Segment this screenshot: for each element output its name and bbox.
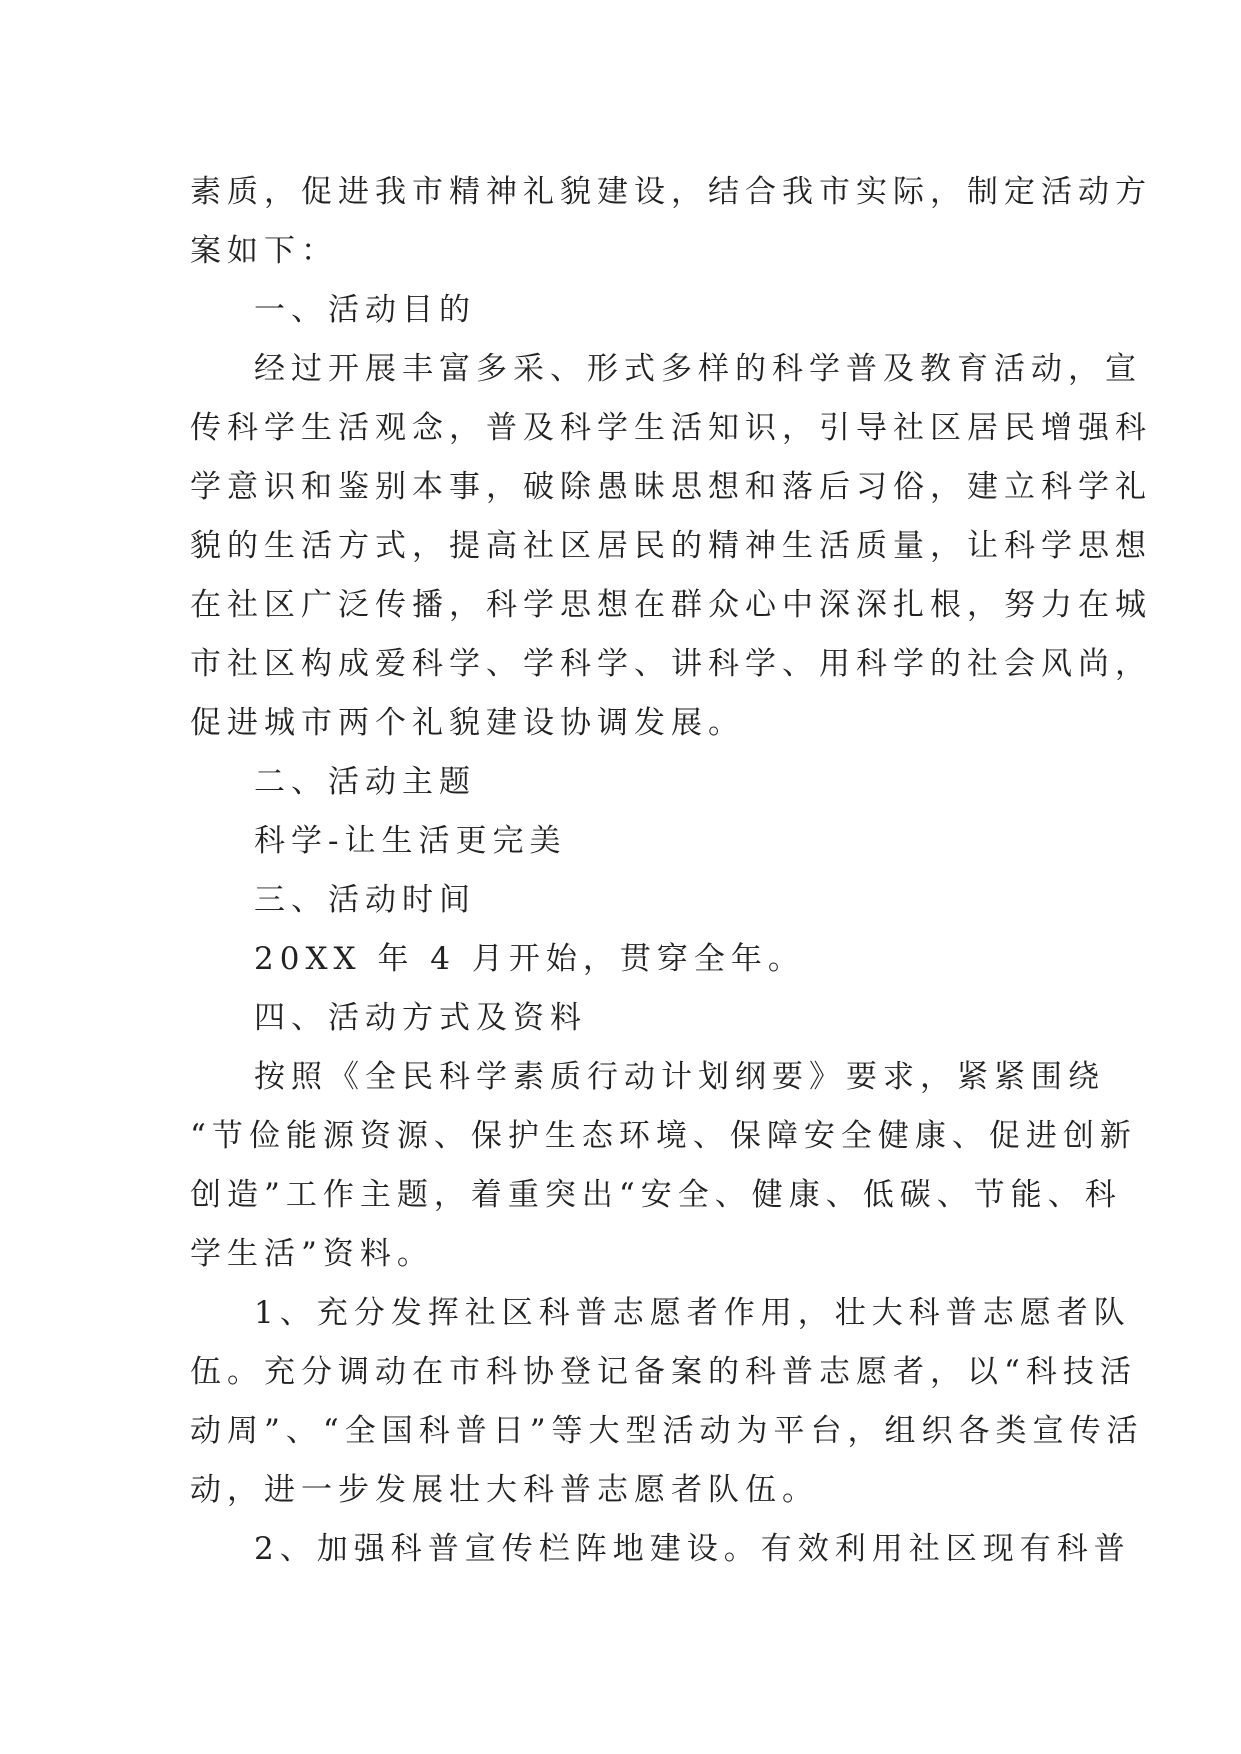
text-line: 经过开展丰富多采、形式多样的科学普及教育活动，宣	[254, 351, 1142, 387]
text-line: 科学-让生活更完美	[254, 823, 567, 859]
text-line: 二、活动主题	[254, 764, 476, 800]
text-line: 素质，促进我市精神礼貌建设，结合我市实际，制定活动方	[190, 174, 1152, 210]
text-line: 一、活动目的	[254, 292, 476, 328]
text-line: 伍。充分调动在市科协登记备案的科普志愿者，以“科技活	[190, 1354, 1137, 1390]
text-line: 动，进一步发展壮大科普志愿者队伍。	[190, 1472, 819, 1508]
text-line: 按照《全民科学素质行动计划纲要》要求，紧紧围绕	[254, 1059, 1105, 1095]
text-line: 1、充分发挥社区科普志愿者作用，壮大科普志愿者队	[254, 1295, 1131, 1331]
text-line: 创造”工作主题，着重突出“安全、健康、低碳、节能、科	[190, 1177, 1122, 1213]
text-line: 市社区构成爱科学、学科学、讲科学、用科学的社会风尚，	[190, 646, 1152, 682]
text-line: “节俭能源资源、保护生态环境、保障安全健康、促进创新	[190, 1118, 1137, 1154]
text-line: 传科学生活观念，普及科学生活知识，引导社区居民增强科	[190, 410, 1152, 446]
text-line: 学意识和鉴别本事，破除愚昧思想和落后习俗，建立科学礼	[190, 469, 1152, 505]
text-line: 2、加强科普宣传栏阵地建设。有效利用社区现有科普	[254, 1531, 1131, 1567]
text-line: 三、活动时间	[254, 882, 476, 918]
text-line: 貌的生活方式，提高社区居民的精神生活质量，让科学思想	[190, 528, 1152, 564]
text-line: 促进城市两个礼貌建设协调发展。	[190, 705, 745, 741]
text-line: 四、活动方式及资料	[254, 1000, 587, 1036]
text-line: 动周”、“全国科普日”等大型活动为平台，组织各类宣传活	[190, 1413, 1144, 1449]
text-line: 学生活”资料。	[190, 1236, 434, 1272]
text-line: 20XX 年 4 月开始，贯穿全年。	[254, 941, 805, 977]
document-body	[190, 163, 1152, 1579]
text-line: 案如下：	[190, 233, 338, 269]
text-line: 在社区广泛传播，科学思想在群众心中深深扎根，努力在城	[190, 587, 1152, 623]
